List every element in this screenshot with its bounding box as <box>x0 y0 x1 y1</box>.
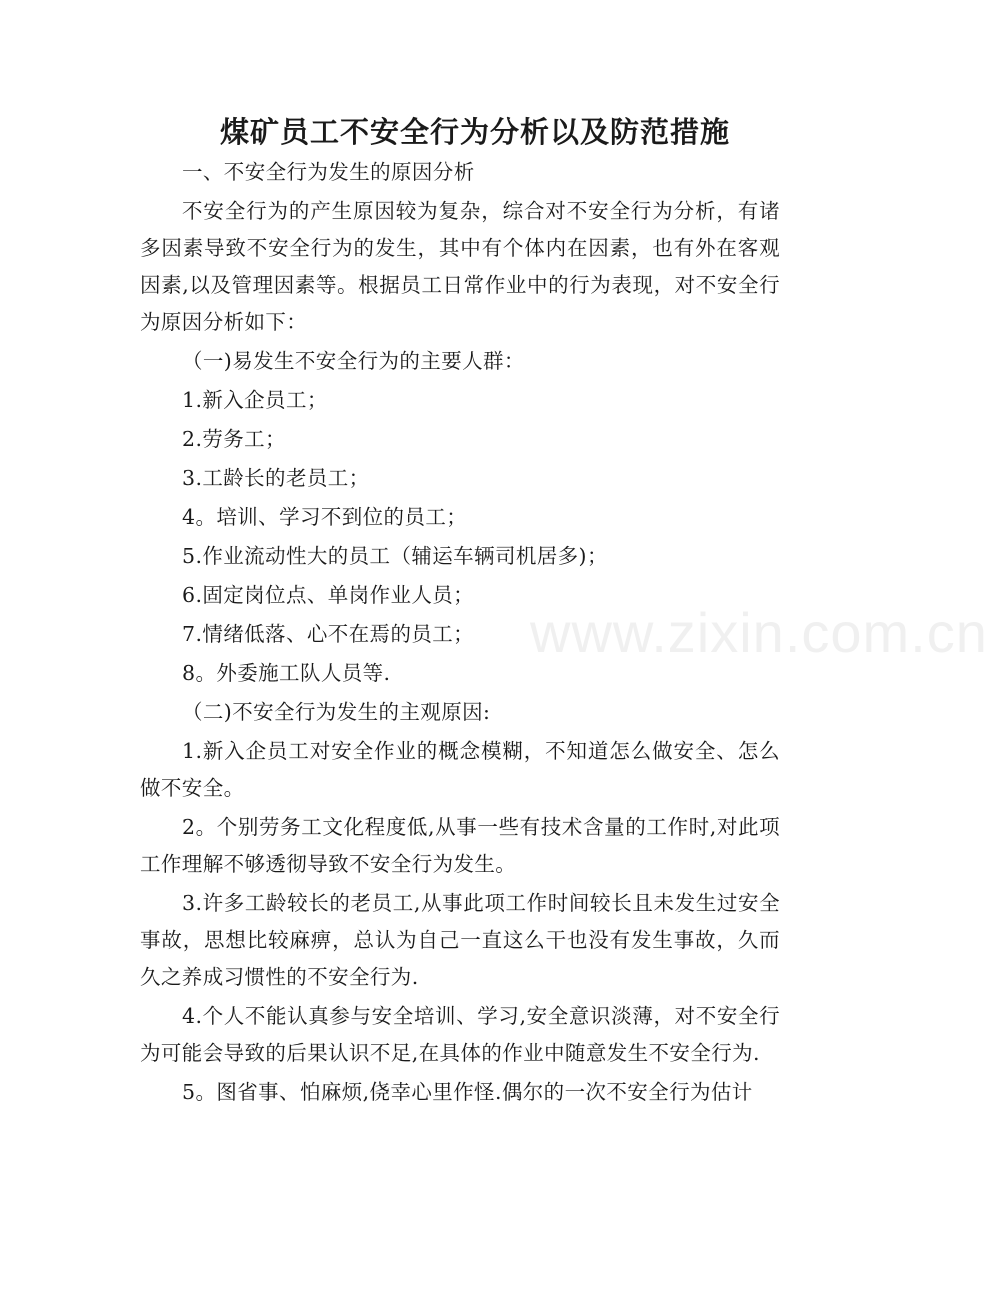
document-title: 煤矿员工不安全行为分析以及防范措施 <box>219 115 730 149</box>
list-item: 5.作业流动性大的员工（辅运车辆司机居多)； <box>182 544 608 568</box>
body-paragraph: 4.个人不能认真参与安全培训、学习,安全意识淡薄，对不安全行为可能会导致的后果认识不足,在具体的作业中随意发生不安全行为. <box>140 1004 780 1065</box>
list-item: 4。培训、学习不到位的员工； <box>182 505 468 529</box>
list-item: 8。外委施工队人员等. <box>182 661 391 685</box>
body-paragraph: 3.许多工龄较长的老员工,从事此项工作时间较长且未发生过安全事故，思想比较麻痹，总认为自己一直这么干也没有发生事故，久而久之养成习惯性的不安全行为. <box>140 891 780 989</box>
list-item: 6.固定岗位点、单岗作业人员； <box>182 583 475 607</box>
section-heading-1: 一、不安全行为发生的原因分析 <box>182 160 475 184</box>
list-item: 1.新入企员工； <box>182 388 328 412</box>
body-paragraph: 1.新入企员工对安全作业的概念模糊，不知道怎么做安全、怎么做不安全。 <box>140 739 780 800</box>
subsection-heading-2: （二)不安全行为发生的主观原因: <box>182 700 491 724</box>
list-item: 7.情绪低落、心不在焉的员工； <box>182 622 475 646</box>
body-paragraph: 5。图省事、怕麻烦,侥幸心里作怪.偶尔的一次不安全行为估计 <box>182 1080 753 1104</box>
watermark: www.zixin.com.cn <box>530 601 988 664</box>
subsection-heading-1: （一)易发生不安全行为的主要人群： <box>182 349 525 373</box>
body-paragraph: 2。个别劳务工文化程度低,从事一些有技术含量的工作时,对此项工作理解不够透彻导致不安全行为发生。 <box>140 815 780 876</box>
list-item: 3.工龄长的老员工； <box>182 466 370 490</box>
list-item: 2.劳务工； <box>182 427 286 451</box>
intro-paragraph: 不安全行为的产生原因较为复杂，综合对不安全行为分析，有诸多因素导致不安全行为的发生，其中有个体内在因素，也有外在客观因素,以及管理因素等。根据员工日常作业中的行为表现，对不安全行为原因分析如下： <box>140 199 780 334</box>
